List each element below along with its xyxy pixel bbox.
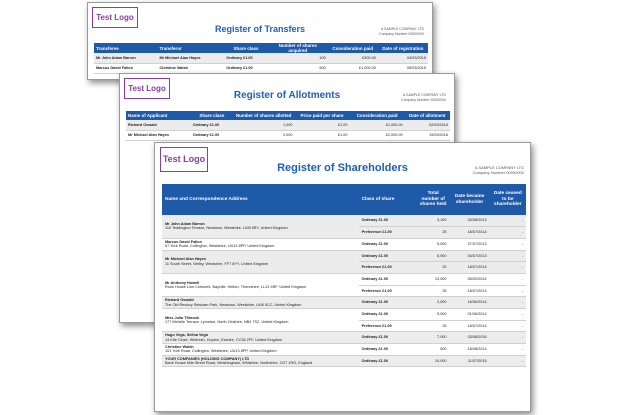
consideration-cell: £2,000.00 xyxy=(350,130,405,140)
table-row xyxy=(126,120,450,130)
applicant-name-cell: Richard Oswald xyxy=(126,120,191,130)
shares-allotted-cell: 1,000 xyxy=(233,120,295,130)
share-class-cell: Ordinary £1.00 xyxy=(191,130,233,140)
shares-acquired-cell: 500 xyxy=(268,63,328,73)
holder-address: Bank House Mile Street Road, Welshingham, Whitshire, Northshire, CD7 1RG, England xyxy=(165,361,313,366)
shares-allotted-cell: 2,000 xyxy=(233,130,295,140)
holder-address: The Old Rectory Selsham Park, Newtown, Westshire, UU8 5CC, United Kingdom xyxy=(165,302,302,307)
table-row xyxy=(162,273,526,285)
column-header: Date of registration xyxy=(378,43,428,53)
date-became-cell: 01/06/2014 xyxy=(450,309,490,321)
share-class-cell: Ordinary £1.00 xyxy=(359,297,417,309)
table-row xyxy=(162,297,526,309)
allotment-date-cell: 19/03/2016 xyxy=(405,130,450,140)
date-ceased-cell: - xyxy=(490,332,526,344)
share-class-cell: Ordinary £1.00 xyxy=(191,120,233,130)
total-shares-cell: 13,000 xyxy=(417,273,450,285)
table-row xyxy=(126,130,450,140)
date-ceased-cell: - xyxy=(490,320,526,332)
holder-name-address-cell xyxy=(162,215,359,238)
company-number: Company Number 00000000 xyxy=(379,31,424,36)
transfers-register-sheet xyxy=(87,2,433,80)
total-shares-cell: 10,000 xyxy=(417,355,450,367)
share-class-cell: Ordinary £1.00 xyxy=(359,355,417,367)
column-header: Consideration paid xyxy=(350,111,405,120)
share-class-cell: Preference £1.00 xyxy=(359,227,417,239)
holder-name-address-cell xyxy=(162,238,359,250)
total-shares-cell: 25 xyxy=(417,227,450,239)
column-header: Consideration paid xyxy=(328,43,378,53)
table-row xyxy=(162,238,526,250)
table-row xyxy=(162,309,526,321)
total-shares-cell: 25 xyxy=(417,262,450,274)
holder-name-address-cell xyxy=(162,250,359,273)
total-shares-cell: 500 xyxy=(417,344,450,356)
allotments-table xyxy=(126,111,450,141)
holder-name: Christine Walsh xyxy=(165,344,194,349)
transfers-title: Register of Transfers xyxy=(214,24,306,34)
date-ceased-cell: - xyxy=(490,309,526,321)
consideration-cell: £1,000.00 xyxy=(328,63,378,73)
table-header-row xyxy=(94,43,428,53)
transferor-cell: Mr Michael Alan Hayes xyxy=(157,53,224,63)
shareholders-company-info xyxy=(473,166,524,175)
shareholders-register-sheet xyxy=(154,142,531,412)
holder-name-address-cell xyxy=(162,297,359,309)
table-header-row xyxy=(162,184,526,215)
holder-address: 110 Teddington Terrace, Newtown, Westshire, UU8 5RY, United Kingdom xyxy=(165,226,288,231)
total-shares-cell: 5,000 xyxy=(417,309,450,321)
column-header: Price paid per share xyxy=(294,111,349,120)
date-became-cell: 11/07/2015 xyxy=(450,355,490,367)
company-name: A SAMPLE COMPANY LTD xyxy=(403,93,446,97)
total-shares-cell: 3,100 xyxy=(417,215,450,227)
table-row xyxy=(94,53,428,63)
date-became-cell: 04/07/2013 xyxy=(450,250,490,262)
holder-address: 67 York Road, Collington, Westshire, UU13 8PP, United Kingdom xyxy=(165,244,275,249)
date-ceased-cell: - xyxy=(490,262,526,274)
transfers-company-info xyxy=(379,27,424,36)
company-name: A SAMPLE COMPANY LTD xyxy=(381,27,424,31)
date-ceased-cell: - xyxy=(490,285,526,297)
holder-name-address-cell xyxy=(162,355,359,367)
share-class-cell: Preference £1.00 xyxy=(359,262,417,274)
total-shares-cell: 25 xyxy=(417,320,450,332)
date-became-cell: 03/08/2016 xyxy=(450,332,490,344)
holder-address: 11 South Street, Welby, Westshire, FF7 8YY, United Kingdom xyxy=(165,261,269,266)
holder-name: Hugo Vega, Selina Vega xyxy=(165,333,208,338)
price-per-share-cell: £1.00 xyxy=(294,130,349,140)
column-header: Number of shares acquired xyxy=(268,43,328,53)
date-ceased-cell: - xyxy=(490,250,526,262)
company-number: Company Number 00000000 xyxy=(472,169,524,175)
share-class-cell: Ordinary £1.00 xyxy=(224,63,267,73)
holder-address: Rook House Lion Crescent, Bayville, Helton, Thereshire, LL13 4RF, United Kingdom xyxy=(165,285,307,290)
holder-name: Richard Oswald xyxy=(165,298,194,303)
table-row xyxy=(162,332,526,344)
holder-name-address-cell xyxy=(162,273,359,296)
allotment-date-cell: 02/03/2016 xyxy=(405,120,450,130)
column-header: Class of share xyxy=(359,184,417,215)
transfers-table xyxy=(94,43,428,74)
table-row xyxy=(162,215,526,227)
table-row xyxy=(162,355,526,367)
date-became-cell: 27/07/2013 xyxy=(450,238,490,250)
column-header: Number of shares allotted xyxy=(233,111,295,120)
date-became-cell: 18/08/2014 xyxy=(450,344,490,356)
holder-name-address-cell xyxy=(162,309,359,332)
date-became-cell: 18/07/2014 xyxy=(450,285,490,297)
share-class-cell: Ordinary £1.00 xyxy=(359,332,417,344)
transferee-cell: Mr John Adam Barron xyxy=(94,53,157,63)
company-number: Company Number 00000000 xyxy=(401,97,446,102)
table-header-row xyxy=(126,111,450,120)
total-shares-cell: 6,900 xyxy=(417,250,450,262)
allotments-logo: Test Logo xyxy=(124,78,170,99)
share-class-cell: Ordinary £1.00 xyxy=(359,309,417,321)
total-shares-cell: 7,000 xyxy=(417,332,450,344)
allotments-title: Register of Allotments xyxy=(233,90,341,101)
total-shares-cell: 2,000 xyxy=(417,297,450,309)
shareholders-table xyxy=(162,184,526,367)
column-header: Date became shareholder xyxy=(450,184,490,215)
column-header: Transferee xyxy=(94,43,157,53)
column-header: Date of allotment xyxy=(405,111,450,120)
price-per-share-cell: £1.00 xyxy=(294,120,349,130)
date-became-cell: 05/02/2014 xyxy=(450,273,490,285)
holder-name: Mr John Adam Barron xyxy=(165,221,205,226)
date-ceased-cell: - xyxy=(490,297,526,309)
date-became-cell: 03/08/2013 xyxy=(450,215,490,227)
share-class-cell: Ordinary £1.00 xyxy=(359,215,417,227)
table-row xyxy=(162,250,526,262)
date-ceased-cell: - xyxy=(490,227,526,239)
column-header: Name and Correspondence Address xyxy=(162,184,359,215)
column-header: Total number of shares held xyxy=(417,184,450,215)
date-ceased-cell: - xyxy=(490,273,526,285)
date-became-cell: 16/06/2014 xyxy=(450,297,490,309)
applicant-name-cell: Mr Michael Alan Hayes xyxy=(126,130,191,140)
shareholders-title: Register of Shareholders xyxy=(277,162,408,174)
holder-name-address-cell xyxy=(162,344,359,356)
transferee-cell: Marcus David Fallon xyxy=(94,63,157,73)
date-became-cell: 18/07/2014 xyxy=(450,227,490,239)
date-became-cell: 18/07/2014 xyxy=(450,262,490,274)
shares-acquired-cell: 100 xyxy=(268,53,328,63)
date-became-cell: 18/07/2014 xyxy=(450,320,490,332)
holder-address: 101 York Road, Collington, Westshire, UU13 8PP, United Kingdom xyxy=(165,349,277,354)
holder-name: YOUR COMPANIES (HOLDING COMPANY) LTD xyxy=(165,356,250,361)
transfers-logo: Test Logo xyxy=(92,7,138,28)
share-class-cell: Preference £1.00 xyxy=(359,285,417,297)
share-class-cell: Preference £1.00 xyxy=(359,320,417,332)
share-class-cell: Ordinary £1.00 xyxy=(224,53,267,63)
share-class-cell: Ordinary £1.00 xyxy=(359,238,417,250)
holder-address: 177 Melville Terrace, Lymeton, North Oldshire, NB4 7SZ, United Kingdom xyxy=(165,320,289,325)
date-ceased-cell: - xyxy=(490,344,526,356)
total-shares-cell: 5,000 xyxy=(417,238,450,250)
share-class-cell: Ordinary £1.00 xyxy=(359,250,417,262)
holder-address: 14 Kite Close, Whitresh, Hopton, Esshire, CC36 2FF, United Kingdom xyxy=(165,337,283,342)
share-class-cell: Ordinary £1.00 xyxy=(359,344,417,356)
company-name: A SAMPLE COMPANY LTD xyxy=(474,165,524,170)
total-shares-cell: 25 xyxy=(417,285,450,297)
consideration-cell: £1,000.00 xyxy=(350,120,405,130)
table-row xyxy=(162,344,526,356)
holder-name-address-cell xyxy=(162,332,359,344)
column-header: Share class xyxy=(224,43,267,53)
column-header: Transferor xyxy=(157,43,224,53)
holder-name: Miss Julia Tilbrook xyxy=(165,315,200,320)
table-row xyxy=(94,63,428,73)
column-header: Share class xyxy=(191,111,233,120)
consideration-cell: £300.00 xyxy=(328,53,378,63)
column-header: Name of Applicant xyxy=(126,111,191,120)
share-class-cell: Ordinary £1.00 xyxy=(359,273,417,285)
registration-date-cell: 04/03/2015 xyxy=(378,53,428,63)
holder-name: Mr Michael Alan Hayes xyxy=(165,257,207,262)
date-ceased-cell: - xyxy=(490,355,526,367)
holder-name: Marcus David Fallon xyxy=(165,239,202,244)
registration-date-cell: 05/03/2015 xyxy=(378,63,428,73)
holder-name: Mr Anthony Howell xyxy=(165,280,200,285)
allotments-company-info xyxy=(401,93,446,102)
date-ceased-cell: - xyxy=(490,238,526,250)
shareholders-logo: Test Logo xyxy=(160,147,208,172)
transferor-cell: Christine Walsh xyxy=(157,63,224,73)
date-ceased-cell: - xyxy=(490,215,526,227)
column-header: Date ceased to be shareholder xyxy=(490,184,526,215)
